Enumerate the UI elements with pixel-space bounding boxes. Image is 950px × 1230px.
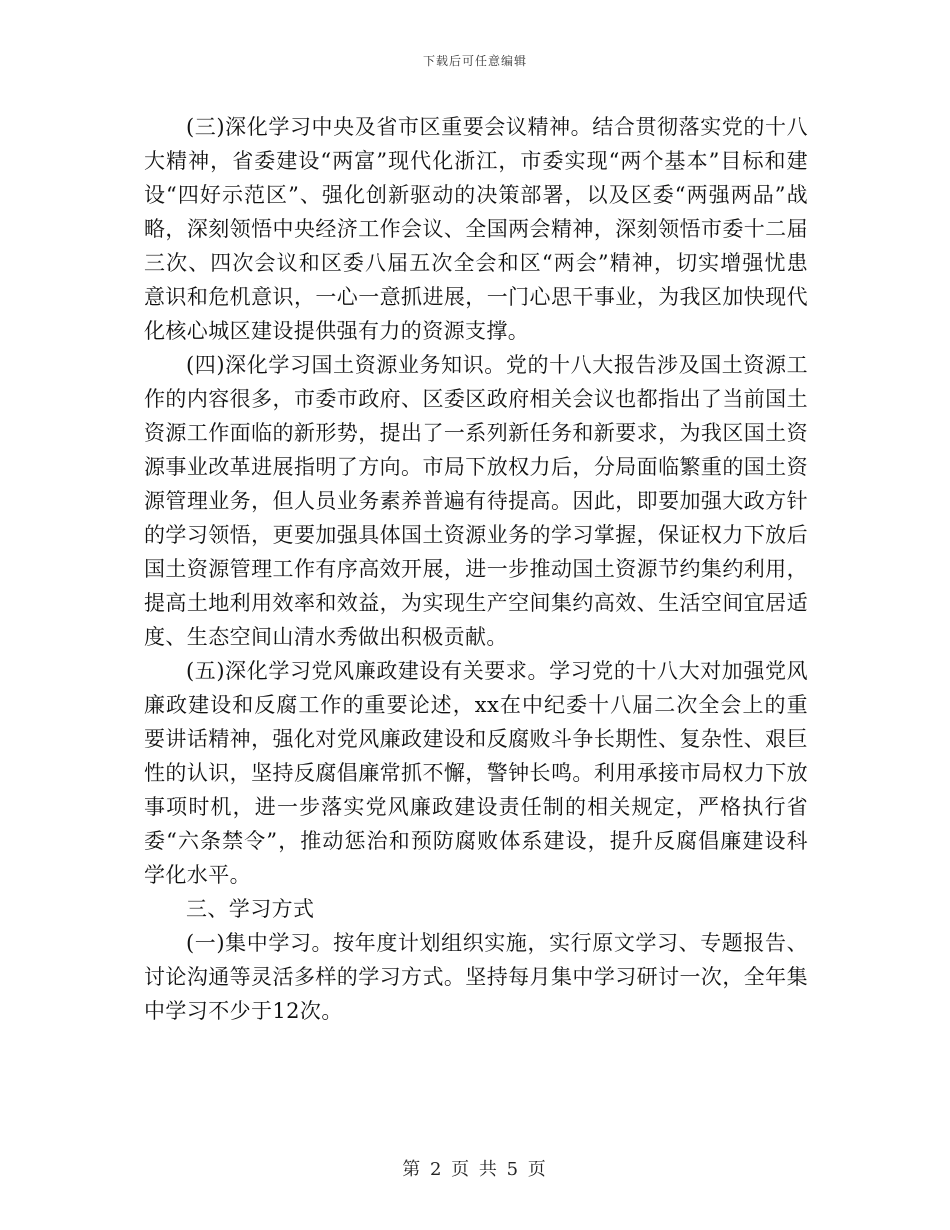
paragraph-four: (四)深化学习国土资源业务知识。党的十八大报告涉及国土资源工作的内容很多，市委市政府、区委区政府相关会议也都指出了当前国土资源工作面临的新形势，提出了一系列新任务和新要求，为我区国土资源事业改革进展指明了方向。市局下放权力后，分局面临繁重的国土资源管理业务，但人员业务素养普遍有待提高。因此，即要加强大政方针的学习领悟，更要加强具体国土资源业务的学习掌握，保证权力下放后国土资源管理工作有序高效开展，进一步推动国土资源节约集约利用，提高土地利用效率和效益，为实现生产空间集约高效、生活空间宜居适度、生态空间山清水秀做出积极贡献。 (144, 353, 808, 649)
paragraph-three: (三)深化学习中央及省市区重要会议精神。结合贯彻落实党的十八大精神，省委建设“两富”现代化浙江，市委实现“两个基本”目标和建设“四好示范区”、强化创新驱动的决策部署，以及区委“两强两品”战略，深刻领悟中央经济工作会议、全国两会精神，深刻领悟市委十二届三次、四次会议和区委八届五次全会和区“两会”精神，切实增强忧患意识和危机意识，一心一意抓进展，一门心思干事业，为我区加快现代化核心城区建设提供强有力的资源支撑。 (144, 115, 808, 343)
section-heading-study-methods: 三、学习方式 (186, 897, 315, 921)
document-body (144, 110, 808, 1028)
paragraph-five: (五)深化学习党风廉政建设有关要求。学习党的十八大对加强党风廉政建设和反腐工作的重要论述，xx在中纪委十八届二次全会上的重要讲话精神，强化对党风廉政建设和反腐败斗争长期性、复杂性、艰巨性的认识，坚持反腐倡廉常抓不懈，警钟长鸣。利用承接市局权力下放事项时机，进一步落实党风廉政建设责任制的相关规定，严格执行省委“六条禁令”，推动惩治和预防腐败体系建设，提升反腐倡廉建设科学化水平。 (144, 659, 808, 887)
page-number-footer: 第 2 页 共 5 页 (402, 1159, 548, 1180)
page-header: 下载后可任意编辑 (422, 54, 527, 68)
paragraph-centralized-study: (一)集中学习。按年度计划组织实施，实行原文学习、专题报告、讨论沟通等灵活多样的学习方式。坚持每月集中学习研讨一次，全年集中学习不少于12次。 (144, 931, 808, 1023)
